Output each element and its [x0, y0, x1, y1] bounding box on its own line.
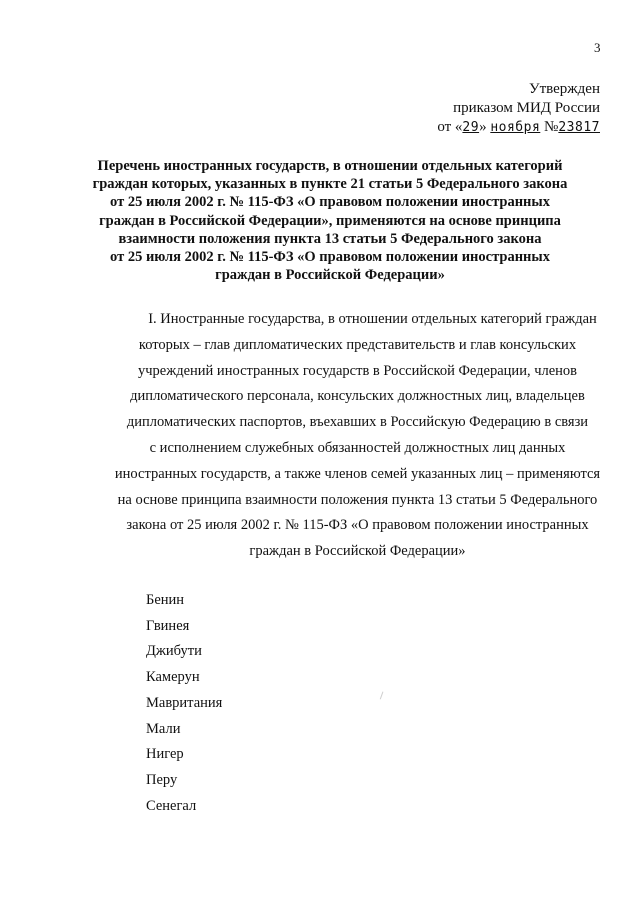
section-line: с исполнением служебных обязанностей должностных лиц данных: [149, 439, 566, 456]
scan-speck: [380, 692, 386, 701]
section-line: закона от 25 июля 2002 г. № 115-ФЗ «О правовом положении иностранных: [126, 517, 589, 534]
title-line: взаимности положения пункта 13 статьи 5 Федерального закона: [118, 230, 542, 247]
country-item: Нигер: [146, 746, 184, 763]
country-item: Бенин: [146, 592, 185, 608]
approval-from-prefix: от «: [437, 119, 463, 135]
page-number: 3: [594, 40, 601, 55]
section-line: иностранных государств, а также членов семей указанных лиц – применяются: [114, 465, 601, 482]
approval-month: ноября: [490, 120, 541, 135]
section-line: I. Иностранные государства, в отношении отдельных категорий граждан: [148, 311, 597, 327]
approval-line-order: приказом МИД России: [453, 100, 600, 116]
approval-line-approved: Утвержден: [528, 81, 600, 97]
approval-number: 23817: [558, 120, 600, 135]
section-line: на основе принципа взаимности положения пункта 13 статьи 5 Федерального: [117, 491, 598, 508]
approval-stamp: [437, 80, 600, 137]
title-line: Перечень иностранных государств, в отношении отдельных категорий: [97, 158, 563, 174]
section-line: граждан в Российской Федерации»: [249, 543, 466, 560]
country-item: Гвинея: [146, 617, 190, 634]
section-line: дипломатического персонала, консульских должностных лиц, владельцев: [130, 388, 585, 405]
section-line: дипломатических паспортов, въехавших в Российскую Федерацию в связи: [126, 414, 589, 431]
section-line: учреждений иностранных государств в Российской Федерации, членов: [137, 362, 578, 379]
approval-day: 29: [462, 120, 480, 135]
approval-quote-close: »: [479, 119, 487, 135]
title-line: граждан в Российской Федерации»: [215, 267, 445, 284]
approval-line-date: [437, 118, 600, 137]
country-item: Сенегал: [146, 797, 197, 814]
country-item: Камерун: [146, 669, 200, 686]
country-item: Перу: [146, 771, 178, 788]
country-list: [146, 588, 222, 819]
country-item: Мавритания: [146, 694, 223, 711]
country-item: Джибути: [146, 643, 202, 660]
section-line: которых – глав дипломатических представительств и глав консульских: [138, 336, 577, 353]
title-line: граждан в Российской Федерации», применяются на основе принципа: [99, 212, 561, 229]
approval-number-prefix: №: [544, 119, 559, 135]
country-item: Мали: [146, 720, 181, 737]
document-title: [90, 157, 570, 284]
title-line: от 25 июля 2002 г. № 115-ФЗ «О правовом положении иностранных: [110, 194, 550, 211]
title-line: граждан которых, указанных в пункте 21 статьи 5 Федерального закона: [92, 176, 568, 193]
section-one-text: [90, 307, 625, 565]
title-line: от 25 июля 2002 г. № 115-ФЗ «О правовом положении иностранных: [110, 249, 550, 266]
